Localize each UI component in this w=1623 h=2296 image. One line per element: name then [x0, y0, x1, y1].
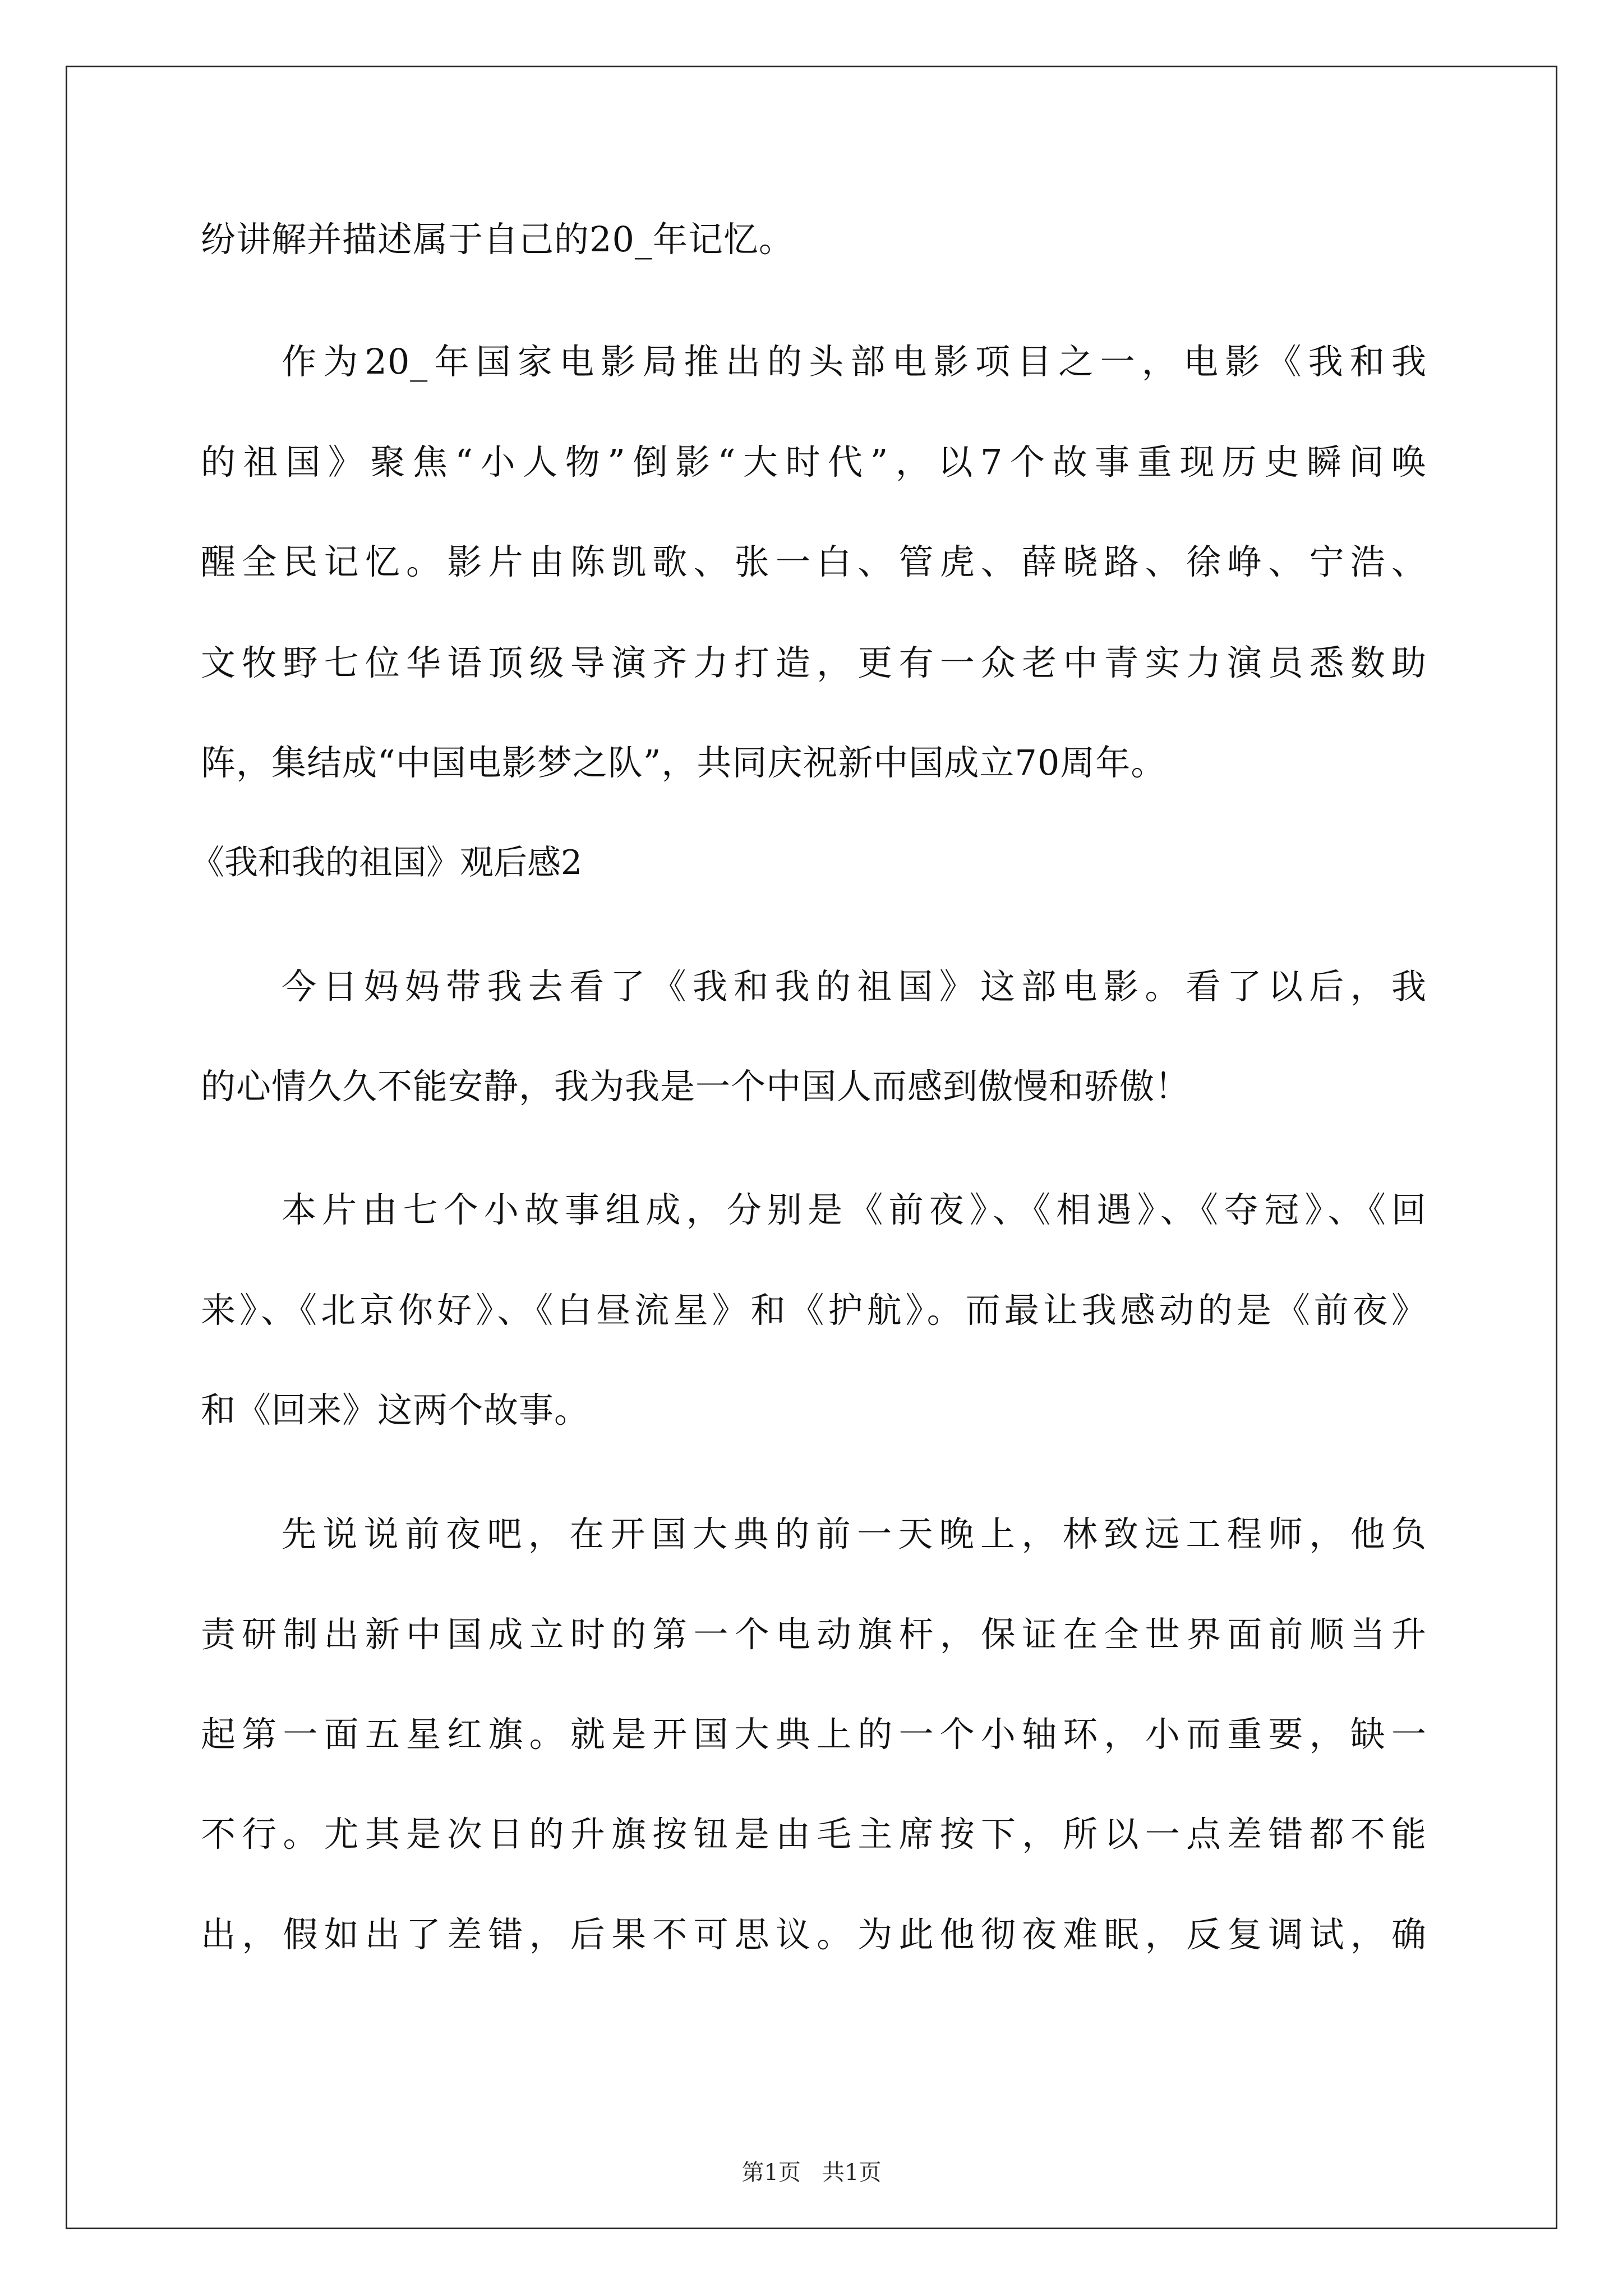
text-line-1: 纷讲解并描述属于自己的20_年记忆。	[201, 219, 794, 260]
text-line-10: 来》、《北京你好》、《白昼流星》和《护航》。而最让我感动的是《前夜》	[201, 1290, 1427, 1331]
text-line-16: 出，假如出了差错，后果不可思议。为此他彻夜难眠，反复调试，确	[201, 1914, 1427, 1955]
text-line-9: 本片由七个小故事组成，分别是《前夜》、《相遇》、《夺冠》、《回	[282, 1189, 1427, 1230]
text-line-7: 今日妈妈带我去看了《我和我的祖国》这部电影。看了以后，我	[282, 966, 1427, 1007]
text-line-15: 不行。尤其是次日的升旗按钮是由毛主席按下，所以一点差错都不能	[201, 1814, 1427, 1855]
text-line-12: 先说说前夜吧，在开国大典的前一天晚上，林致远工程师，他负	[282, 1513, 1427, 1554]
text-line-14: 起第一面五星红旗。就是开国大典上的一个小轴环，小而重要，缺一	[201, 1714, 1427, 1755]
page-footer: 第1页 共1页	[741, 2160, 882, 2185]
text-line-3: 的祖国》聚焦“小人物”倒影“大时代”，以7个故事重现历史瞬间唤	[201, 441, 1427, 482]
page-border	[66, 66, 1557, 2229]
text-line-13: 责研制出新中国成立时的第一个电动旗杆，保证在全世界面前顺当升	[201, 1614, 1427, 1655]
text-line-8: 的心情久久不能安静，我为我是一个中国人而感到傲慢和骄傲！	[201, 1066, 1191, 1107]
text-line-5: 文牧野七位华语顶级导演齐力打造，更有一众老中青实力演员悉数助	[201, 642, 1427, 683]
text-line-2: 作为20_年国家电影局推出的头部电影项目之一，电影《我和我	[282, 341, 1427, 382]
text-line-11: 和《回来》这两个故事。	[201, 1389, 590, 1430]
section-heading: 《我和我的祖国》观后感2	[191, 843, 583, 882]
text-line-4: 醒全民记忆。影片由陈凯歌、张一白、管虎、薛晓路、徐峥、宁浩、	[201, 541, 1427, 582]
text-line-6: 阵，集结成“中国电影梦之队”，共同庆祝新中国成立70周年。	[201, 742, 1166, 783]
